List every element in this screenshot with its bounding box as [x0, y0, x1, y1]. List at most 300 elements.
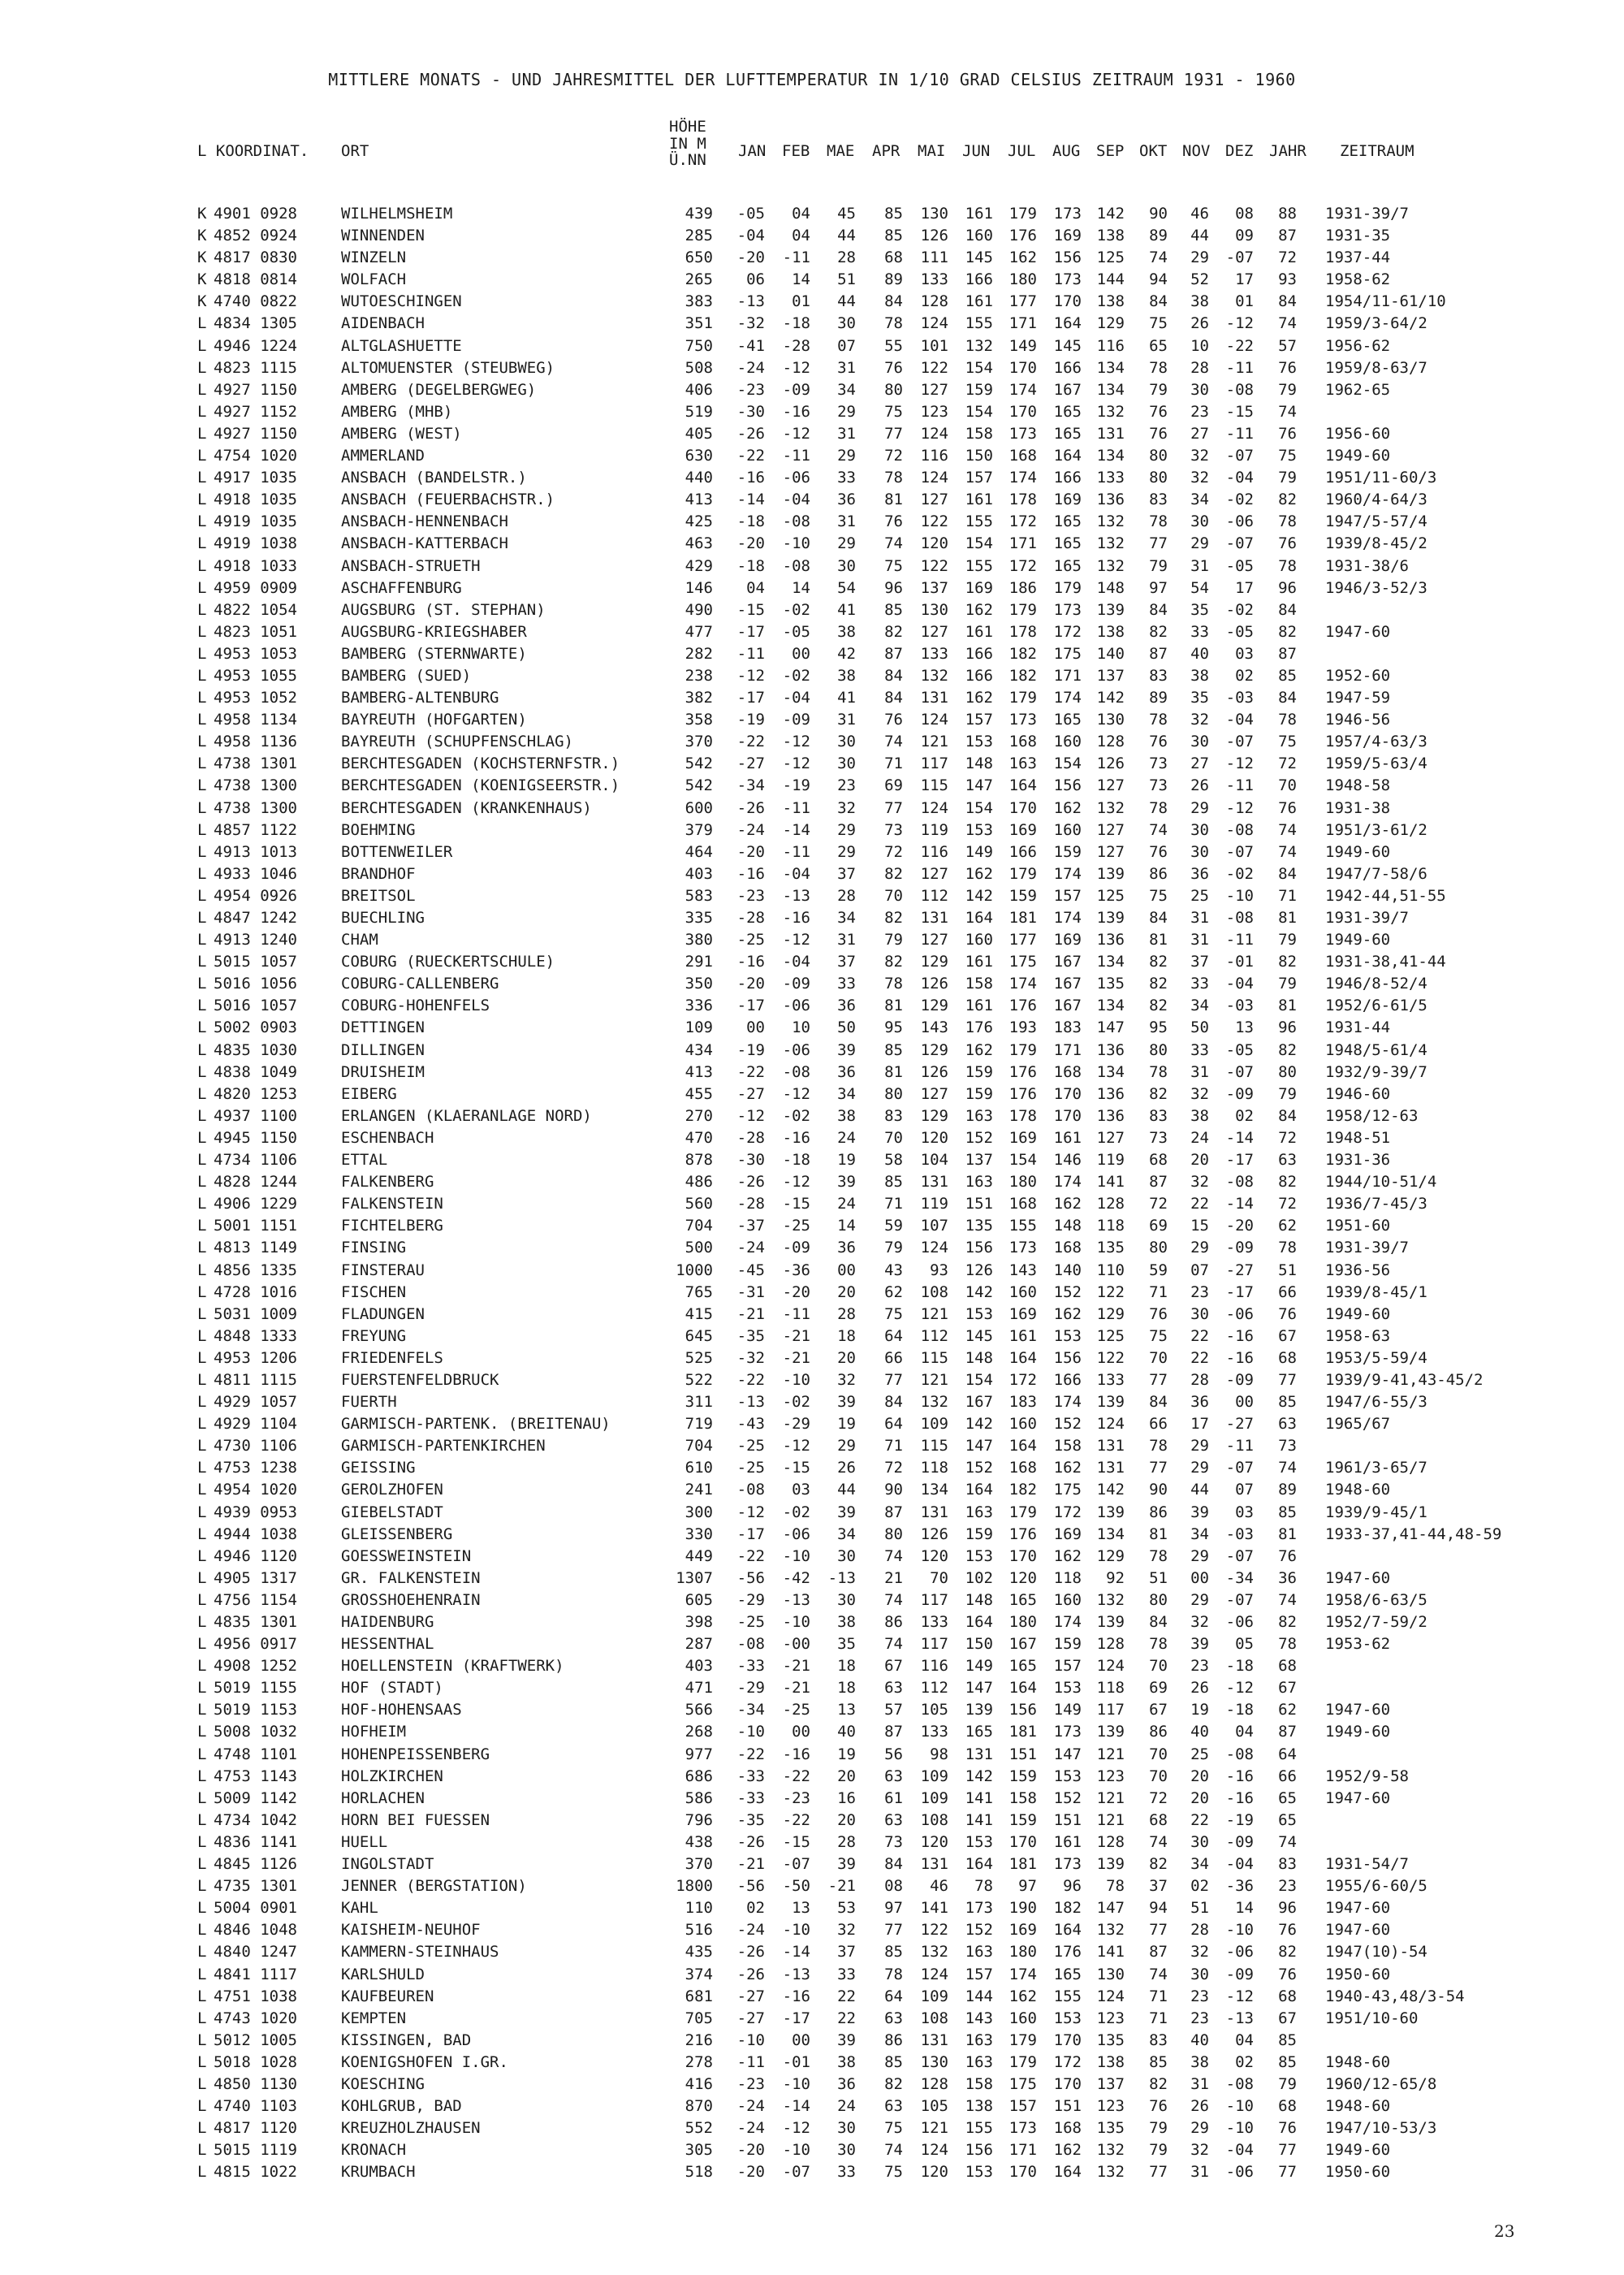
table-row: [0, 313, 1624, 335]
row-zeitraum: 1959/8-63/7: [1325, 358, 1427, 377]
row-feb: -28: [782, 336, 810, 355]
row-mai: 115: [920, 776, 948, 795]
row-jahr: 85: [1278, 666, 1297, 685]
row-jan: -30: [736, 402, 765, 421]
row-okt: 78: [1149, 358, 1168, 377]
row-mai: 121: [920, 733, 948, 751]
row-ort: DRUISHEIM: [341, 1062, 425, 1081]
row-aug: 172: [1053, 2052, 1082, 2071]
row-koordinate: 4917 1035: [214, 469, 297, 487]
row-sep: 142: [1096, 689, 1125, 707]
row-nov: 00: [1190, 1568, 1209, 1587]
row-feb: -08: [782, 1062, 810, 1081]
row-jul: 167: [1009, 1635, 1037, 1654]
row-hoehe: 583: [685, 886, 713, 905]
row-apr: 74: [884, 733, 903, 751]
row-jan: -24: [736, 1239, 765, 1257]
row-sep: 141: [1096, 1173, 1125, 1192]
row-koordinate: 4927 1152: [214, 402, 297, 421]
row-aug: 170: [1053, 1084, 1082, 1103]
table-row: [0, 775, 1624, 797]
row-jul: 174: [1009, 1965, 1037, 1983]
row-okt: 71: [1149, 1282, 1168, 1301]
row-jun: 141: [965, 1788, 993, 1807]
row-mae: 34: [837, 909, 856, 927]
row-okt: 85: [1149, 2052, 1168, 2071]
row-ort: FICHTELBERG: [341, 1217, 443, 1235]
row-okt: 75: [1149, 314, 1168, 333]
table-row: [0, 1677, 1624, 1699]
row-nov: 34: [1190, 997, 1209, 1015]
row-aug: 162: [1053, 798, 1082, 817]
row-feb: -11: [782, 249, 810, 267]
table-row: [0, 1369, 1624, 1391]
row-jahr: 87: [1278, 227, 1297, 245]
row-nov: 50: [1190, 1019, 1209, 1037]
row-zeitraum: 1949-60: [1325, 447, 1391, 465]
row-nov: 32: [1190, 711, 1209, 729]
row-nov: 19: [1190, 1701, 1209, 1719]
row-mai: 127: [920, 1084, 948, 1103]
row-apr: 85: [884, 205, 903, 223]
table-row: [0, 1744, 1624, 1766]
row-prefix: L: [197, 909, 207, 927]
row-nov: 39: [1190, 1503, 1209, 1521]
row-feb: -12: [782, 1084, 810, 1103]
row-jun: 155: [965, 556, 993, 575]
row-apr: 85: [884, 600, 903, 619]
row-okt: 77: [1149, 1370, 1168, 1389]
row-jan: -12: [736, 1106, 765, 1125]
row-koordinate: 4835 1030: [214, 1040, 297, 1059]
table-row: [0, 1105, 1624, 1127]
row-mae: 31: [837, 358, 856, 377]
row-apr: 67: [884, 1657, 903, 1676]
row-jul: 157: [1009, 2097, 1037, 2116]
row-nov: 26: [1190, 2097, 1209, 2116]
row-dez: -15: [1225, 402, 1254, 421]
row-dez: -12: [1225, 1679, 1254, 1698]
row-jahr: 74: [1278, 402, 1297, 421]
row-jul: 158: [1009, 1788, 1037, 1807]
row-mae: 50: [837, 1019, 856, 1037]
row-feb: -02: [782, 600, 810, 619]
row-aug: 155: [1053, 1987, 1082, 2005]
row-jahr: 63: [1278, 1415, 1297, 1434]
row-mai: 124: [920, 1239, 948, 1257]
row-zeitraum: 1951/10-60: [1325, 2009, 1419, 2027]
row-zeitraum: 1947/5-57/4: [1325, 513, 1427, 531]
row-okt: 75: [1149, 1326, 1168, 1345]
row-prefix: L: [197, 1040, 207, 1059]
row-dez: 17: [1235, 270, 1254, 289]
row-sep: 128: [1096, 733, 1125, 751]
row-ort: INGOLSTADT: [341, 1855, 434, 1874]
row-feb: -00: [782, 1635, 810, 1654]
row-zeitraum: 1944/10-51/4: [1325, 1173, 1437, 1192]
row-mai: 120: [920, 1832, 948, 1851]
row-prefix: L: [197, 1788, 207, 1807]
row-koordinate: 5008 1032: [214, 1723, 297, 1741]
row-jun: 147: [965, 1679, 993, 1698]
row-apr: 97: [884, 1899, 903, 1918]
row-dez: 02: [1235, 2052, 1254, 2071]
row-dez: 05: [1235, 1635, 1254, 1654]
row-zeitraum: 1962-65: [1325, 380, 1391, 399]
row-apr: 75: [884, 402, 903, 421]
row-mai: 122: [920, 556, 948, 575]
row-sep: 132: [1096, 1590, 1125, 1609]
row-koordinate: 4956 0917: [214, 1635, 297, 1654]
row-jul: 179: [1009, 205, 1037, 223]
row-koordinate: 4817 0830: [214, 249, 297, 267]
row-aug: 162: [1053, 1459, 1082, 1477]
row-hoehe: 265: [685, 270, 713, 289]
row-jahr: 82: [1278, 1943, 1297, 1961]
row-sep: 132: [1096, 534, 1125, 553]
row-prefix: L: [197, 1590, 207, 1609]
row-ort: KISSINGEN, BAD: [341, 2031, 472, 2049]
row-apr: 73: [884, 1832, 903, 1851]
row-okt: 77: [1149, 1459, 1168, 1477]
row-mae: 33: [837, 469, 856, 487]
row-ort: FINSTERAU: [341, 1261, 425, 1279]
row-dez: 01: [1235, 292, 1254, 311]
row-jul: 161: [1009, 1326, 1037, 1345]
row-feb: -12: [782, 733, 810, 751]
row-hoehe: 470: [685, 1128, 713, 1147]
row-ort: ANSBACH (BANDELSTR.): [341, 469, 527, 487]
row-jahr: 84: [1278, 689, 1297, 707]
table-row: [0, 423, 1624, 445]
row-zeitraum: 1960/4-64/3: [1325, 491, 1427, 509]
row-dez: -04: [1225, 1855, 1254, 1874]
row-jul: 176: [1009, 227, 1037, 245]
row-koordinate: 4730 1106: [214, 1437, 297, 1455]
row-jul: 162: [1009, 1987, 1037, 2005]
row-prefix: L: [197, 314, 207, 333]
row-dez: 00: [1235, 1393, 1254, 1412]
row-ort: ALTOMUENSTER (STEUBWEG): [341, 358, 555, 377]
header-ort: ORT: [341, 142, 369, 160]
row-jul: 164: [1009, 1348, 1037, 1367]
row-jul: 173: [1009, 1239, 1037, 1257]
row-jul: 143: [1009, 1261, 1037, 1279]
row-prefix: L: [197, 1810, 207, 1829]
row-jun: 147: [965, 776, 993, 795]
row-mae: 51: [837, 270, 856, 289]
row-jahr: 75: [1278, 733, 1297, 751]
row-prefix: L: [197, 1965, 207, 1983]
row-nov: 32: [1190, 1084, 1209, 1103]
row-apr: 55: [884, 336, 903, 355]
row-aug: 165: [1053, 556, 1082, 575]
row-jahr: 89: [1278, 1481, 1297, 1499]
row-apr: 75: [884, 2119, 903, 2138]
row-dez: 14: [1235, 1899, 1254, 1918]
row-dez: -19: [1225, 1810, 1254, 1829]
row-jun: 153: [965, 1304, 993, 1323]
row-mae: 36: [837, 997, 856, 1015]
row-mai: 129: [920, 997, 948, 1015]
row-jahr: 96: [1278, 1019, 1297, 1037]
row-feb: -17: [782, 2009, 810, 2027]
row-sep: 134: [1096, 953, 1125, 971]
row-nov: 36: [1190, 1393, 1209, 1412]
row-jun: 161: [965, 622, 993, 641]
row-mai: 101: [920, 336, 948, 355]
row-jahr: 77: [1278, 2141, 1297, 2160]
row-mae: 00: [837, 1261, 856, 1279]
row-mai: 130: [920, 205, 948, 223]
row-koordinate: 4740 1103: [214, 2097, 297, 2116]
row-sep: 124: [1096, 1657, 1125, 1676]
row-apr: 82: [884, 2074, 903, 2093]
row-feb: -36: [782, 1261, 810, 1279]
row-jan: -35: [736, 1810, 765, 1829]
row-apr: 56: [884, 1745, 903, 1763]
row-koordinate: 4756 1154: [214, 1590, 297, 1609]
row-feb: -14: [782, 820, 810, 839]
row-mai: 127: [920, 931, 948, 949]
row-koordinate: 5015 1119: [214, 2141, 297, 2160]
row-feb: -15: [782, 1195, 810, 1213]
row-nov: 54: [1190, 578, 1209, 597]
row-jahr: 68: [1278, 1348, 1297, 1367]
row-okt: 76: [1149, 733, 1168, 751]
row-mai: 127: [920, 622, 948, 641]
row-apr: 68: [884, 249, 903, 267]
row-aug: 152: [1053, 1282, 1082, 1301]
row-feb: -09: [782, 380, 810, 399]
table-row: [0, 1193, 1624, 1215]
row-feb: -23: [782, 1788, 810, 1807]
row-jul: 159: [1009, 886, 1037, 905]
row-mai: 115: [920, 1348, 948, 1367]
row-okt: 37: [1149, 1877, 1168, 1896]
row-koordinate: 4933 1046: [214, 864, 297, 883]
row-jul: 163: [1009, 755, 1037, 773]
row-jun: 163: [965, 1503, 993, 1521]
table-row: [0, 467, 1624, 489]
row-apr: 73: [884, 820, 903, 839]
row-jan: -21: [736, 1304, 765, 1323]
row-feb: -21: [782, 1679, 810, 1698]
row-nov: 22: [1190, 1810, 1209, 1829]
row-hoehe: 398: [685, 1613, 713, 1631]
row-mae: 37: [837, 953, 856, 971]
row-koordinate: 4728 1016: [214, 1282, 297, 1301]
row-jahr: 84: [1278, 292, 1297, 311]
row-mae: 36: [837, 2074, 856, 2093]
row-nov: 22: [1190, 1348, 1209, 1367]
row-apr: 78: [884, 314, 903, 333]
row-apr: 84: [884, 666, 903, 685]
row-jun: 152: [965, 1128, 993, 1147]
row-apr: 78: [884, 975, 903, 993]
row-hoehe: 630: [685, 447, 713, 465]
row-feb: -15: [782, 1459, 810, 1477]
row-jahr: 77: [1278, 2163, 1297, 2182]
row-mai: 126: [920, 227, 948, 245]
row-ort: HORN BEI FUESSEN: [341, 1810, 490, 1829]
row-ort: GIEBELSTADT: [341, 1503, 443, 1521]
row-apr: 79: [884, 931, 903, 949]
row-zeitraum: 1931-38/6: [1325, 556, 1409, 575]
row-jun: 151: [965, 1195, 993, 1213]
row-jan: -19: [736, 711, 765, 729]
row-zeitraum: 1948-58: [1325, 776, 1391, 795]
row-okt: 71: [1149, 2009, 1168, 2027]
row-feb: 14: [792, 270, 810, 289]
row-jahr: 57: [1278, 336, 1297, 355]
row-jul: 176: [1009, 997, 1037, 1015]
row-okt: 73: [1149, 755, 1168, 773]
row-jun: 157: [965, 469, 993, 487]
row-aug: 152: [1053, 1415, 1082, 1434]
row-prefix: K: [197, 249, 207, 267]
row-mae: 30: [837, 1590, 856, 1609]
row-mai: 116: [920, 842, 948, 861]
row-okt: 78: [1149, 1635, 1168, 1654]
row-hoehe: 686: [685, 1767, 713, 1785]
row-okt: 83: [1149, 666, 1168, 685]
row-ort: BRANDHOF: [341, 864, 416, 883]
row-sep: 117: [1096, 1701, 1125, 1719]
row-prefix: L: [197, 336, 207, 355]
row-jan: -20: [736, 2163, 765, 2182]
row-apr: 71: [884, 1195, 903, 1213]
row-jan: -26: [736, 798, 765, 817]
row-prefix: L: [197, 1173, 207, 1192]
row-sep: 110: [1096, 1261, 1125, 1279]
row-hoehe: 586: [685, 1788, 713, 1807]
row-ort: KOESCHING: [341, 2074, 425, 2093]
row-koordinate: 4913 1240: [214, 931, 297, 949]
header-month-mae: MAE: [827, 142, 855, 160]
row-okt: 67: [1149, 1701, 1168, 1719]
row-okt: 82: [1149, 1084, 1168, 1103]
row-dez: -20: [1225, 1217, 1254, 1235]
row-aug: 158: [1053, 1437, 1082, 1455]
table-row: [0, 731, 1624, 753]
row-jan: -34: [736, 1701, 765, 1719]
row-jun: 131: [965, 1745, 993, 1763]
row-aug: 172: [1053, 1503, 1082, 1521]
row-mae: 29: [837, 534, 856, 553]
row-ort: KARLSHULD: [341, 1965, 425, 1983]
row-hoehe: 870: [685, 2097, 713, 2116]
row-apr: 75: [884, 556, 903, 575]
row-mai: 127: [920, 491, 948, 509]
row-prefix: L: [197, 1459, 207, 1477]
row-mai: 120: [920, 534, 948, 553]
row-mae: 28: [837, 1832, 856, 1851]
row-jun: 137: [965, 1151, 993, 1170]
row-sep: 135: [1096, 975, 1125, 993]
row-jahr: 51: [1278, 1261, 1297, 1279]
row-jun: 162: [965, 864, 993, 883]
row-hoehe: 300: [685, 1503, 713, 1521]
row-mae: 45: [837, 205, 856, 223]
header-hoehe-line: IN M: [669, 134, 706, 153]
row-ort: HAIDENBURG: [341, 1613, 434, 1631]
row-ort: GEISSING: [341, 1459, 416, 1477]
row-koordinate: 4918 1033: [214, 556, 297, 575]
row-jun: 145: [965, 249, 993, 267]
row-sep: 125: [1096, 886, 1125, 905]
row-koordinate: 4929 1057: [214, 1393, 297, 1412]
row-sep: 139: [1096, 600, 1125, 619]
row-okt: 95: [1149, 1019, 1168, 1037]
row-jan: -56: [736, 1568, 765, 1587]
row-zeitraum: 1956-62: [1325, 336, 1391, 355]
row-sep: 139: [1096, 864, 1125, 883]
row-zeitraum: 1949-60: [1325, 931, 1391, 949]
row-mai: 121: [920, 1304, 948, 1323]
row-sep: 133: [1096, 1370, 1125, 1389]
row-jul: 180: [1009, 1173, 1037, 1192]
row-hoehe: 878: [685, 1151, 713, 1170]
row-dez: -36: [1225, 1877, 1254, 1896]
row-dez: -02: [1225, 600, 1254, 619]
row-jun: 159: [965, 1525, 993, 1543]
row-ort: BREITSOL: [341, 886, 416, 905]
row-feb: -10: [782, 1921, 810, 1940]
row-jahr: 78: [1278, 513, 1297, 531]
row-aug: 173: [1053, 1723, 1082, 1741]
row-jun: 141: [965, 1810, 993, 1829]
row-prefix: L: [197, 1370, 207, 1389]
row-zeitraum: 1958-63: [1325, 1326, 1391, 1345]
row-apr: 87: [884, 1503, 903, 1521]
row-jan: -32: [736, 314, 765, 333]
row-nov: 07: [1190, 1261, 1209, 1279]
row-jun: 142: [965, 886, 993, 905]
row-hoehe: 282: [685, 644, 713, 663]
row-zeitraum: 1931-39/7: [1325, 205, 1409, 223]
row-jan: -26: [736, 1943, 765, 1961]
row-mai: 120: [920, 1128, 948, 1147]
row-dez: 02: [1235, 1106, 1254, 1125]
row-apr: 82: [884, 864, 903, 883]
row-apr: 76: [884, 358, 903, 377]
row-mae: 29: [837, 1437, 856, 1455]
row-jul: 173: [1009, 2119, 1037, 2138]
row-okt: 65: [1149, 336, 1168, 355]
row-hoehe: 610: [685, 1459, 713, 1477]
row-prefix: L: [197, 1503, 207, 1521]
row-nov: 29: [1190, 1437, 1209, 1455]
row-hoehe: 374: [685, 1965, 713, 1983]
row-jul: 160: [1009, 1415, 1037, 1434]
row-jahr: 82: [1278, 491, 1297, 509]
row-okt: 68: [1149, 1151, 1168, 1170]
row-sep: 116: [1096, 336, 1125, 355]
row-mae: 54: [837, 578, 856, 597]
row-zeitraum: 1931-39/7: [1325, 909, 1409, 927]
row-aug: 153: [1053, 2009, 1082, 2027]
row-jan: -04: [736, 227, 765, 245]
row-jahr: 76: [1278, 798, 1297, 817]
row-jul: 179: [1009, 2031, 1037, 2049]
row-apr: 08: [884, 1877, 903, 1896]
row-hoehe: 429: [685, 556, 713, 575]
row-ort: CHAM: [341, 931, 378, 949]
row-zeitraum: 1947/10-53/3: [1325, 2119, 1437, 2138]
row-prefix: L: [197, 1877, 207, 1896]
row-nov: 46: [1190, 205, 1209, 223]
